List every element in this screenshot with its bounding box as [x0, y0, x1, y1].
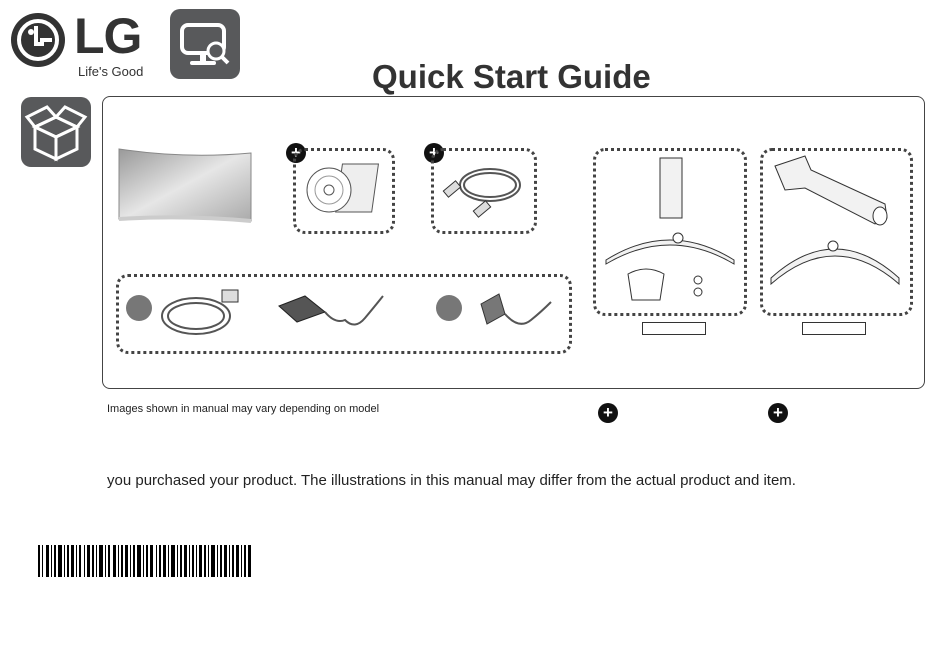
label-box: [642, 322, 706, 335]
plus-legend-icon: +: [598, 403, 618, 423]
barcode-icon: [38, 545, 254, 577]
region-marker: [436, 295, 462, 321]
stand-1-icon: [600, 152, 740, 307]
cd-icon: [303, 160, 383, 220]
brand-name: LG: [74, 8, 142, 64]
monitor-search-icon: [170, 9, 240, 79]
lg-logo-icon: [10, 12, 66, 68]
caption-text: Images shown in manual may vary depending on model: [107, 403, 380, 415]
optional-plus-icon: +: [424, 143, 444, 163]
brand-tagline: Life's Good: [78, 64, 144, 79]
power-cord-icon: [156, 284, 246, 346]
note-text: you purchased your product. The illustrations in this manual may differ from the actual product and item.: [107, 472, 796, 489]
region-marker: [126, 295, 152, 321]
stand-2-icon: [765, 152, 905, 307]
page-title: Quick Start Guide: [372, 58, 651, 95]
adapter-icon: [275, 290, 390, 340]
optional-plus-icon: +: [286, 143, 306, 163]
label-box: [802, 322, 866, 335]
plus-legend-icon: +: [768, 403, 788, 423]
monitor-illustration: [115, 145, 255, 230]
hdmi-cable-icon: [440, 155, 530, 225]
wall-adapter-icon: [475, 290, 565, 340]
open-box-icon: [21, 97, 91, 167]
